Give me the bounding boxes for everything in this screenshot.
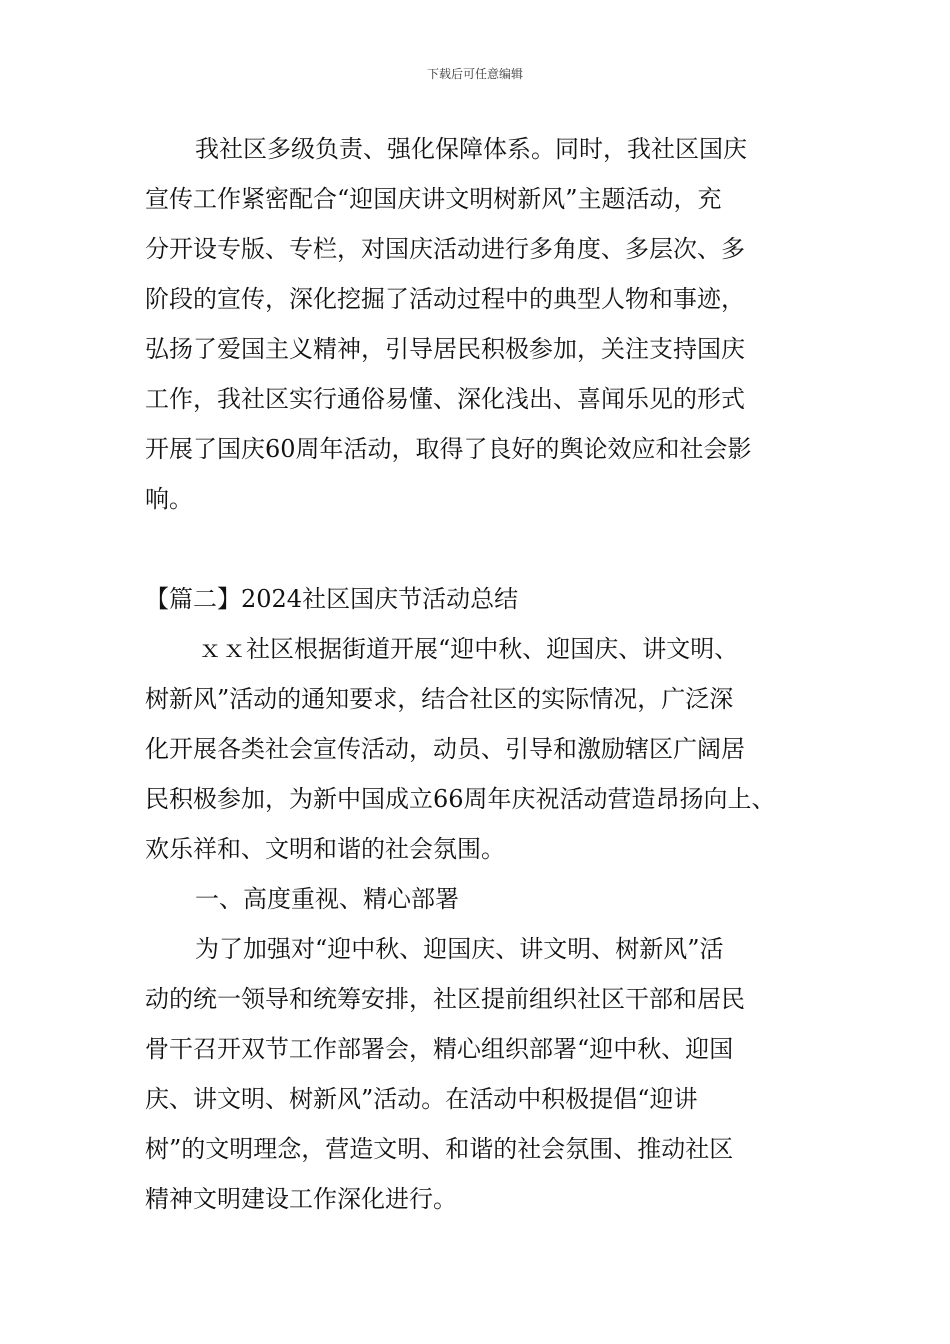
text-line: 动的统一领导和统筹安排，社区提前组织社区干部和居民 [145,985,745,1013]
text-line: 宣传工作紧密配合“迎国庆讲文明树新风”主题活动，充 [145,185,722,213]
text-line: 精神文明建设工作深化进行。 [145,1185,457,1213]
text-line: 民积极参加，为新中国成立66周年庆祝活动营造昂扬向上、 [145,785,776,813]
text-line: 响。 [145,485,193,513]
text-line: 欢乐祥和、文明和谐的社会氛围。 [145,835,505,863]
text-line: 骨干召开双节工作部署会，精心组织部署“迎中秋、迎国 [145,1035,734,1063]
text-line: 树”的文明理念，营造文明、和谐的社会氛围、推动社区 [145,1135,734,1163]
text-line: 树新风”活动的通知要求，结合社区的实际情况，广泛深 [145,685,734,713]
text-line: 弘扬了爱国主义精神，引导居民积极参加，关注支持国庆 [145,335,745,363]
text-line: 为了加强对“迎中秋、迎国庆、讲文明、树新风”活 [195,935,724,963]
text-line: 庆、讲文明、树新风”活动。在活动中积极提倡“迎讲 [145,1085,698,1113]
text-line: ｘｘ社区根据街道开展“迎中秋、迎国庆、讲文明、 [198,635,739,663]
text-line: 开展了国庆60周年活动，取得了良好的舆论效应和社会影 [145,435,752,463]
text-line: 化开展各类社会宣传活动，动员、引导和激励辖区广阔居 [145,735,745,763]
subheading: 一、高度重视、精心部署 [195,885,459,913]
text-line: 工作，我社区实行通俗易懂、深化浅出、喜闻乐见的形式 [145,385,745,413]
text-line: 我社区多级负责、强化保障体系。同时，我社区国庆 [195,135,747,163]
text-line: 阶段的宣传，深化挖掘了活动过程中的典型人物和事迹， [145,285,745,313]
text-line: 分开设专版、专栏，对国庆活动进行多角度、多层次、多 [145,235,745,263]
section-title: 【篇二】2024社区国庆节活动总结 [145,585,519,613]
download-note: 下载后可任意编辑 [426,67,523,81]
